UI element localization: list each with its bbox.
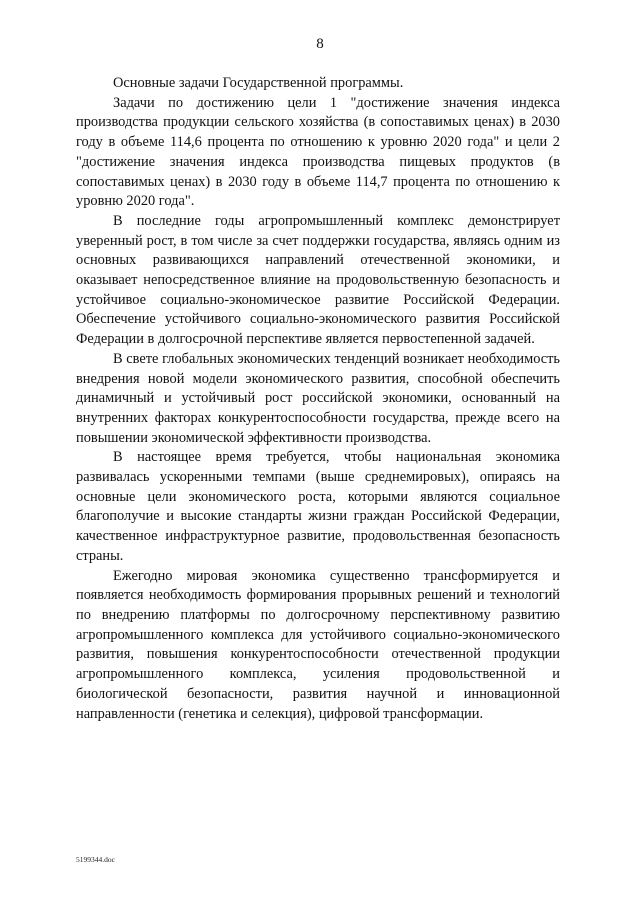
- paragraph-goals: Задачи по достижению цели 1 "достижение значения индекса производства продукции сельского хозяйства (в сопоставимых ценах) в 2030 году в объеме 114,6 процента по отношению к уровню 2020 года" и цели 2 "достижение значения индекса производства пищевых продуктов (в сопоставимых ценах) в 2030 году в объеме 114,7 процента по отношению к уровню 2020 года".: [76, 94, 560, 210]
- file-name-footer: 5199344.doc: [76, 855, 115, 864]
- paragraph-economy-pace: В настоящее время требуется, чтобы национальная экономика развивалась ускоренными темпами (выше среднемировых), опираясь на основные цели экономического роста, которыми являются социальное благополучие и высокие стандарты жизни граждан Российской Федерации, качественное инфраструктурное развитие, продовольственная безопасность страны.: [76, 449, 560, 564]
- paragraph-agro-growth: В последние годы агропромышленный комплекс демонстрирует уверенный рост, в том числе за счет поддержки государства, являясь одним из основных развивающихся направлений отечественной экономики, и оказывает непосредственное влияние на продовольственную безопасность и устойчивое социально-экономическое развитие Российской Федерации. Обеспечение устойчивого социально-экономического развития Российской Федерации в долгосрочной перспективе является первостепенной задачей.: [76, 212, 560, 348]
- document-body: [76, 74, 560, 724]
- paragraph-transformation: Ежегодно мировая экономика существенно трансформируется и появляется необходимость формирования прорывных решений и технологий по внедрению платформы по долгосрочному перспективному развитию агропромышленного комплекса для устойчивого социально-экономического развития, повышения конкурентоспособности отечественной продукции агропромышленного комплекса, усиления продовольственной и биологической безопасности, развития научной и инновационной направленности (генетика и селекция), цифровой трансформации.: [76, 567, 560, 722]
- paragraph-global-trends: В свете глобальных экономических тенденций возникает необходимость внедрения новой модели экономического развития, способной обеспечить динамичный и устойчивый рост российской экономики, основанный на внутренних факторах конкурентоспособности государства, прежде всего на повышении экономической эффективности производства.: [76, 350, 560, 446]
- page-number: 8: [316, 36, 324, 52]
- section-heading: Основные задачи Государственной программы.: [113, 75, 404, 91]
